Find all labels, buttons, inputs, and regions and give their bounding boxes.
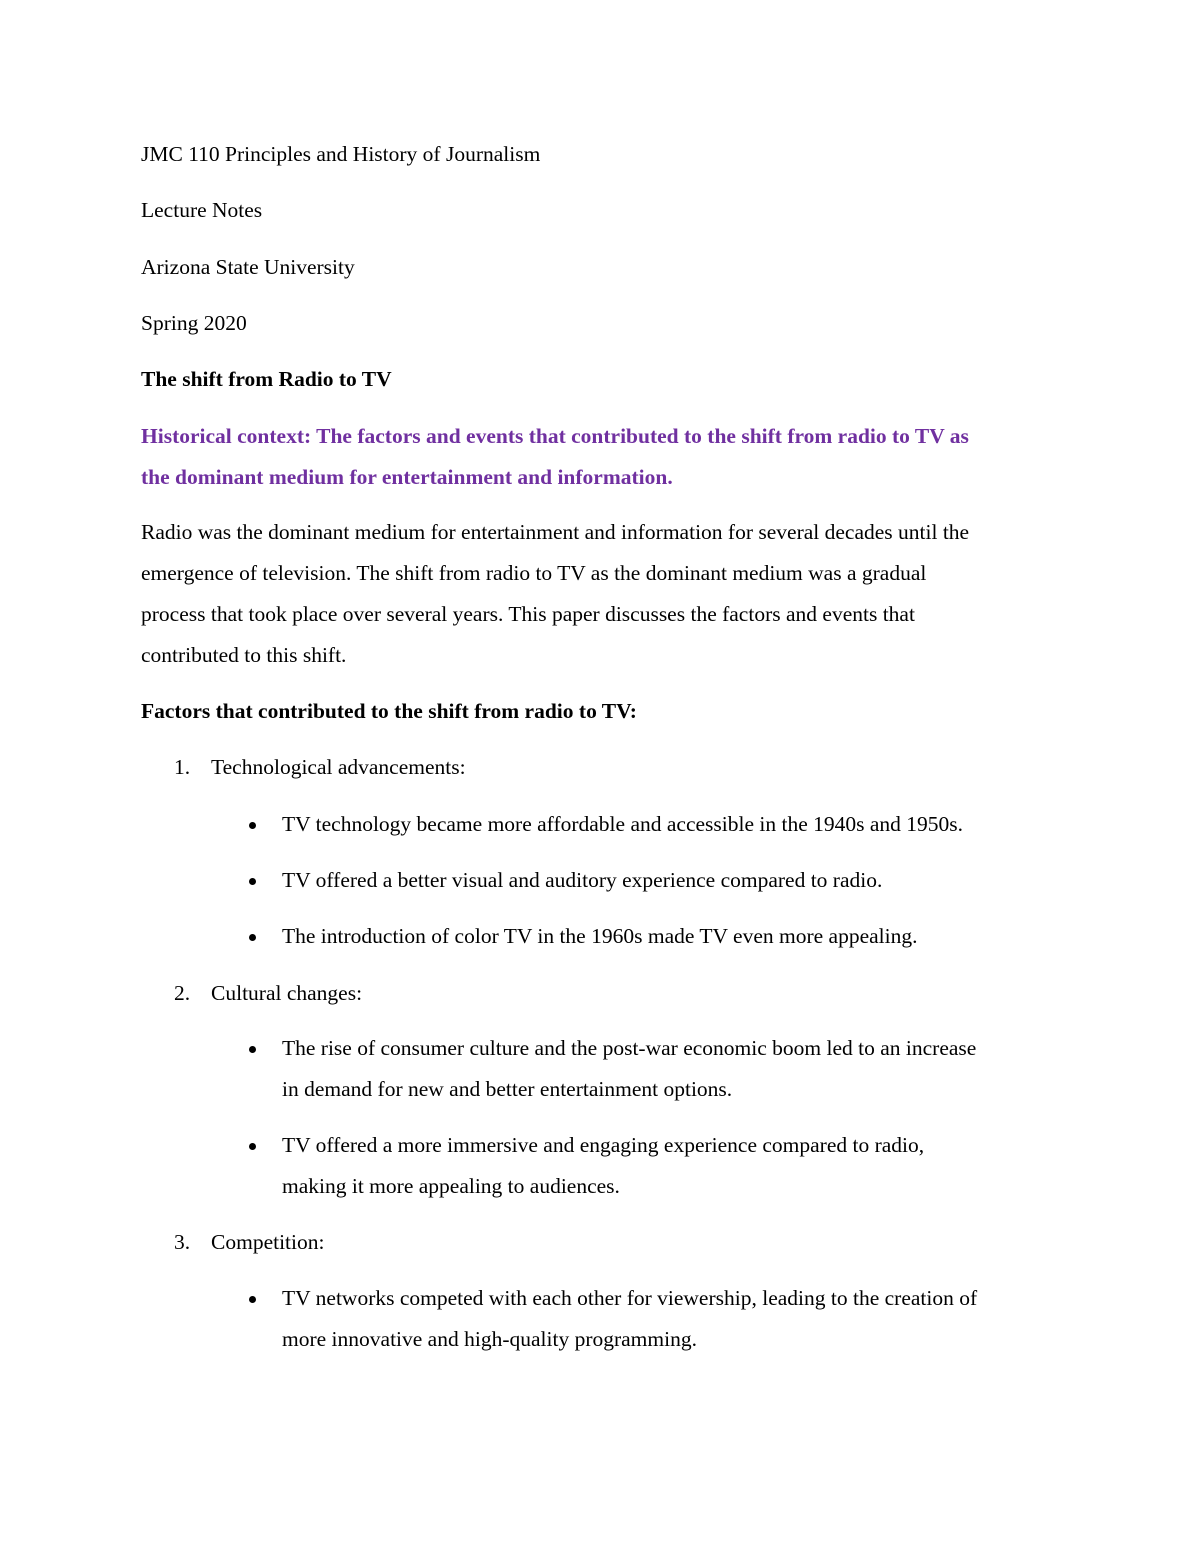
list-number: 1. [174, 755, 191, 779]
university-name: Arizona State University [141, 255, 355, 279]
intro-line-2: emergence of television. The shift from radio to TV as the dominant medium was a gradual [141, 561, 927, 585]
bullet-line: The introduction of color TV in the 1960s made TV even more appealing. [282, 924, 918, 948]
bullet-line-continued: in demand for new and better entertainment options. [282, 1077, 733, 1101]
term: Spring 2020 [141, 311, 247, 335]
bullet-icon [249, 934, 256, 941]
bullet-line: The rise of consumer culture and the post-war economic boom led to an increase [282, 1036, 977, 1060]
bullet-icon [249, 822, 256, 829]
bullet-icon [249, 1296, 256, 1303]
bullet-line: TV offered a better visual and auditory experience compared to radio. [282, 868, 883, 892]
factor-label: Cultural changes: [211, 981, 363, 1005]
list-number: 3. [174, 1230, 191, 1254]
subheading-line-1: Historical context: The factors and events that contributed to the shift from radio to TV as [141, 424, 969, 448]
subheading-line-2: the dominant medium for entertainment and information. [141, 465, 673, 489]
factor-label: Competition: [211, 1230, 325, 1254]
intro-line-1: Radio was the dominant medium for entertainment and information for several decades until the [141, 520, 970, 544]
bullet-line-continued: making it more appealing to audiences. [282, 1174, 620, 1198]
factor-label: Technological advancements: [211, 755, 466, 779]
course-title: JMC 110 Principles and History of Journalism [141, 142, 541, 166]
intro-line-3: process that took place over several years. This paper discusses the factors and events that [141, 602, 915, 626]
document-type: Lecture Notes [141, 198, 263, 222]
bullet-line: TV offered a more immersive and engaging experience compared to radio, [282, 1133, 925, 1157]
bullet-line: TV technology became more affordable and accessible in the 1940s and 1950s. [282, 812, 964, 836]
document-title: The shift from Radio to TV [141, 367, 392, 391]
bullet-line: TV networks competed with each other for viewership, leading to the creation of [282, 1286, 978, 1310]
intro-line-4: contributed to this shift. [141, 643, 347, 667]
bullet-icon [249, 878, 256, 885]
factors-heading: Factors that contributed to the shift from radio to TV: [141, 699, 637, 723]
bullet-icon [249, 1143, 256, 1150]
bullet-line-continued: more innovative and high-quality programming. [282, 1327, 697, 1351]
bullet-icon [249, 1046, 256, 1053]
list-number: 2. [174, 981, 191, 1005]
